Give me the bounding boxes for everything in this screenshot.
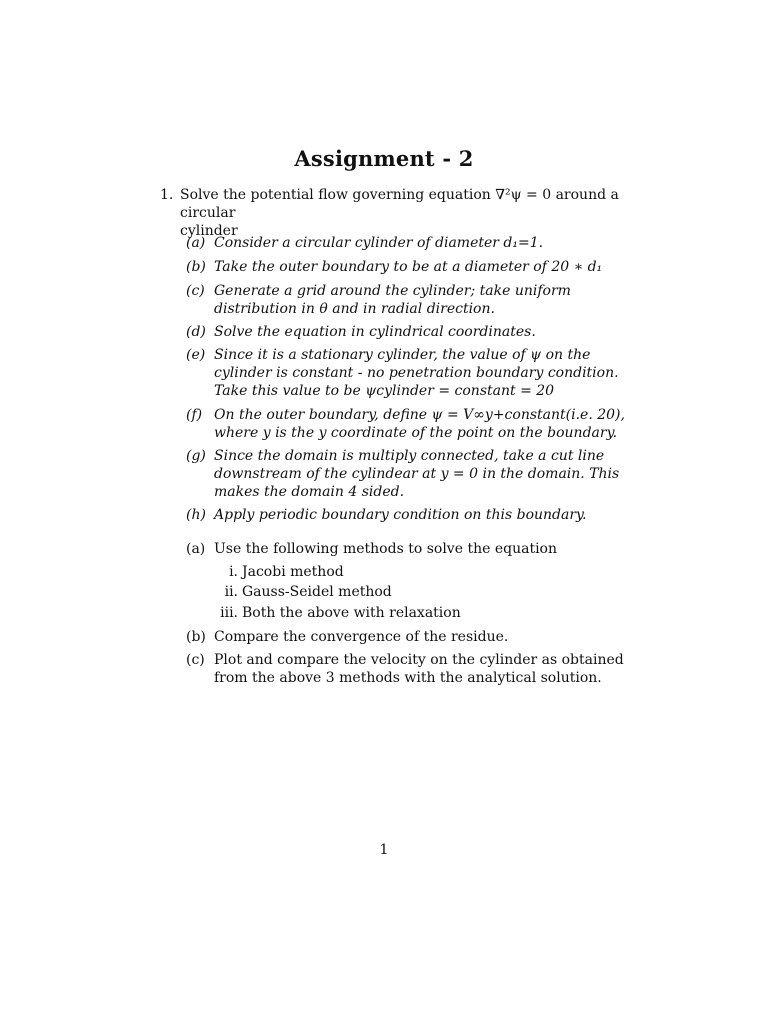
list-item-c	[186, 651, 648, 687]
list-item-f-italic	[186, 406, 648, 442]
item-label: (b)	[186, 259, 206, 275]
list-item-a-italic	[186, 234, 648, 252]
item-text: Both the above with relaxation	[242, 605, 461, 621]
item-label: iii.	[220, 605, 238, 621]
item-text: Generate a grid around the cylinder; take uniform distribution in θ and in radial direction.	[214, 283, 571, 317]
item-label: (c)	[186, 652, 205, 668]
list-item-a	[186, 540, 648, 558]
question-number: 1.	[160, 187, 174, 203]
list-item-b-italic	[186, 258, 648, 276]
item-label: ii.	[224, 584, 238, 600]
item-label: (d)	[186, 324, 206, 340]
item-text: Consider a circular cylinder of diameter d₁=1.	[214, 235, 544, 251]
page-number: 1	[379, 842, 389, 858]
item-label: (h)	[186, 507, 206, 523]
question-1	[160, 186, 648, 240]
item-text: Use the following methods to solve the equation	[214, 541, 557, 557]
item-text: Compare the convergence of the residue.	[214, 629, 509, 645]
item-label: i.	[229, 564, 238, 580]
item-label: (c)	[186, 283, 205, 299]
item-label: (a)	[186, 235, 206, 251]
item-label: (f)	[186, 407, 203, 423]
roman-item-ii	[214, 583, 634, 601]
item-text: Take the outer boundary to be at a diameter of 20 ∗ d₁	[214, 259, 603, 275]
roman-item-i	[214, 563, 634, 581]
item-text: Gauss-Seidel method	[242, 584, 392, 600]
item-text: Apply periodic boundary condition on this boundary.	[214, 507, 587, 523]
list-item-g-italic	[186, 447, 648, 501]
list-item-b	[186, 628, 648, 646]
roman-item-iii	[214, 604, 634, 622]
item-text: Solve the equation in cylindrical coordinates.	[214, 324, 536, 340]
list-item-c-italic	[186, 282, 648, 318]
item-text: On the outer boundary, define ψ = V∞y+constant(i.e. 20), where y is the y coordinate of the point on the boundary.	[214, 407, 625, 441]
page-title: Assignment - 2	[294, 146, 474, 171]
item-text: Plot and compare the velocity on the cylinder as obtained from the above 3 methods with the analytical solution.	[214, 652, 624, 686]
item-label: (g)	[186, 448, 206, 464]
list-item-d-italic	[186, 323, 648, 341]
item-label: (b)	[186, 629, 206, 645]
item-text: Jacobi method	[242, 564, 344, 580]
question-text-line-1: Solve the potential flow governing equation ∇²ψ = 0 around a circular	[180, 187, 619, 221]
item-label: (a)	[186, 541, 206, 557]
list-item-h-italic	[186, 506, 648, 524]
item-text: Since it is a stationary cylinder, the value of ψ on the cylinder is constant - no penetration boundary condition. Take this value to be ψcylinder = constant = 20	[214, 347, 619, 399]
question-text-line-2: cylinder	[180, 223, 238, 239]
item-text: Since the domain is multiply connected, take a cut line downstream of the cylindear at y = 0 in the domain. This makes the domain 4 sided.	[214, 448, 620, 500]
list-item-e-italic	[186, 346, 648, 400]
item-label: (e)	[186, 347, 206, 363]
